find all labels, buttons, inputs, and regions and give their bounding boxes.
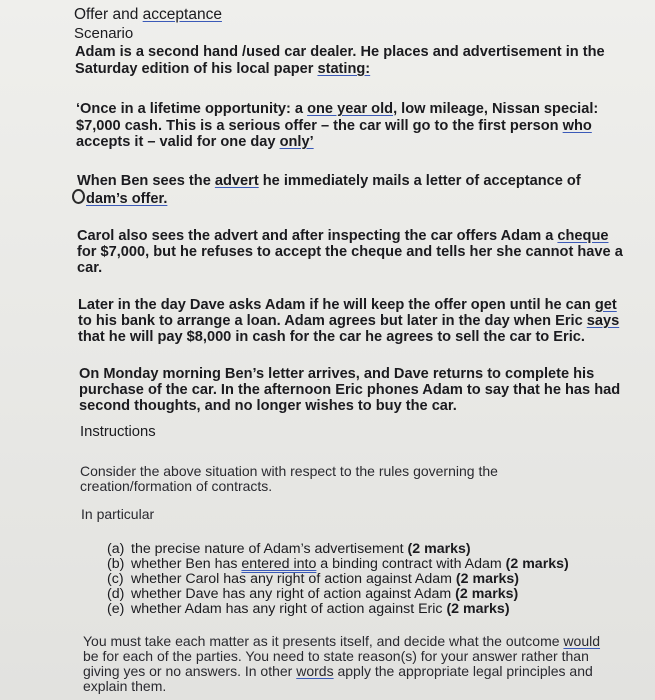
dave-line-2: to his bank to arrange a loan. Adam agrees but later in the day when Eric says <box>78 313 620 329</box>
circle-mark-icon <box>72 189 85 204</box>
list-item: (d) whether Dave has any right of action against Adam (2 marks) <box>107 586 519 602</box>
scenario-label: Scenario <box>74 25 134 42</box>
carol-line-2: for $7,000, but he refuses to accept the cheque and tells her she cannot have a <box>77 244 623 260</box>
closing-line-2: be for each of the parties. You need to state reason(s) for your answer rather than <box>83 648 589 664</box>
list-item: (b) whether Ben has entered into a binding contract with Adam (2 marks) <box>107 556 569 572</box>
in-particular-label: In particular <box>81 506 155 522</box>
instructions-line-2: creation/formation of contracts. <box>80 478 273 494</box>
list-item: (c) whether Carol has any right of action against Adam (2 marks) <box>107 571 520 587</box>
advert-line-3: accepts it – valid for one day only’ <box>76 134 314 150</box>
list-item: (e) whether Adam has any right of action against Eric (2 marks) <box>107 601 510 617</box>
dave-line-3: that he will pay $8,000 in cash for the car he agrees to sell the car to Eric. <box>78 329 585 345</box>
intro-line-2: Saturday edition of his local paper stating: <box>75 61 371 77</box>
carol-line-1: Carol also sees the advert and after inspecting the car offers Adam a cheque <box>77 228 609 244</box>
dave-line-1: Later in the day Dave asks Adam if he will keep the offer open until he can get <box>78 297 617 313</box>
instructions-heading: Instructions <box>80 424 156 440</box>
ben-line-1: When Ben sees the advert he immediately mails a letter of acceptance of <box>77 173 581 189</box>
document-title: Offer and acceptance <box>74 6 222 23</box>
carol-line-3: car. <box>77 260 103 276</box>
instructions-line-1: Consider the above situation with respect to the rules governing the <box>80 463 498 479</box>
closing-line-4: explain them. <box>83 678 167 694</box>
monday-line-1: On Monday morning Ben’s letter arrives, and Dave returns to complete his <box>79 366 595 382</box>
list-item: (a) the precise nature of Adam’s advertisement (2 marks) <box>107 541 471 557</box>
closing-line-3: giving yes or no answers. In other words apply the appropriate legal principles and <box>83 663 593 679</box>
ben-line-2: dam’s offer. <box>72 189 167 207</box>
closing-line-1: You must take each matter as it presents itself, and decide what the outcome would <box>83 633 601 649</box>
monday-line-2: purchase of the car. In the afternoon Eric phones Adam to say that he has had <box>79 382 621 398</box>
intro-line-1: Adam is a second hand /used car dealer. He places and advertisement in the <box>75 44 605 60</box>
title-underlined-word: acceptance <box>142 6 222 23</box>
advert-line-1: ‘Once in a lifetime opportunity: a one year old, low mileage, Nissan special: <box>76 101 599 117</box>
advert-line-2: $7,000 cash. This is a serious offer – the car will go to the first person who <box>76 118 592 134</box>
monday-line-3: second thoughts, and no longer wishes to buy the car. <box>79 398 457 414</box>
